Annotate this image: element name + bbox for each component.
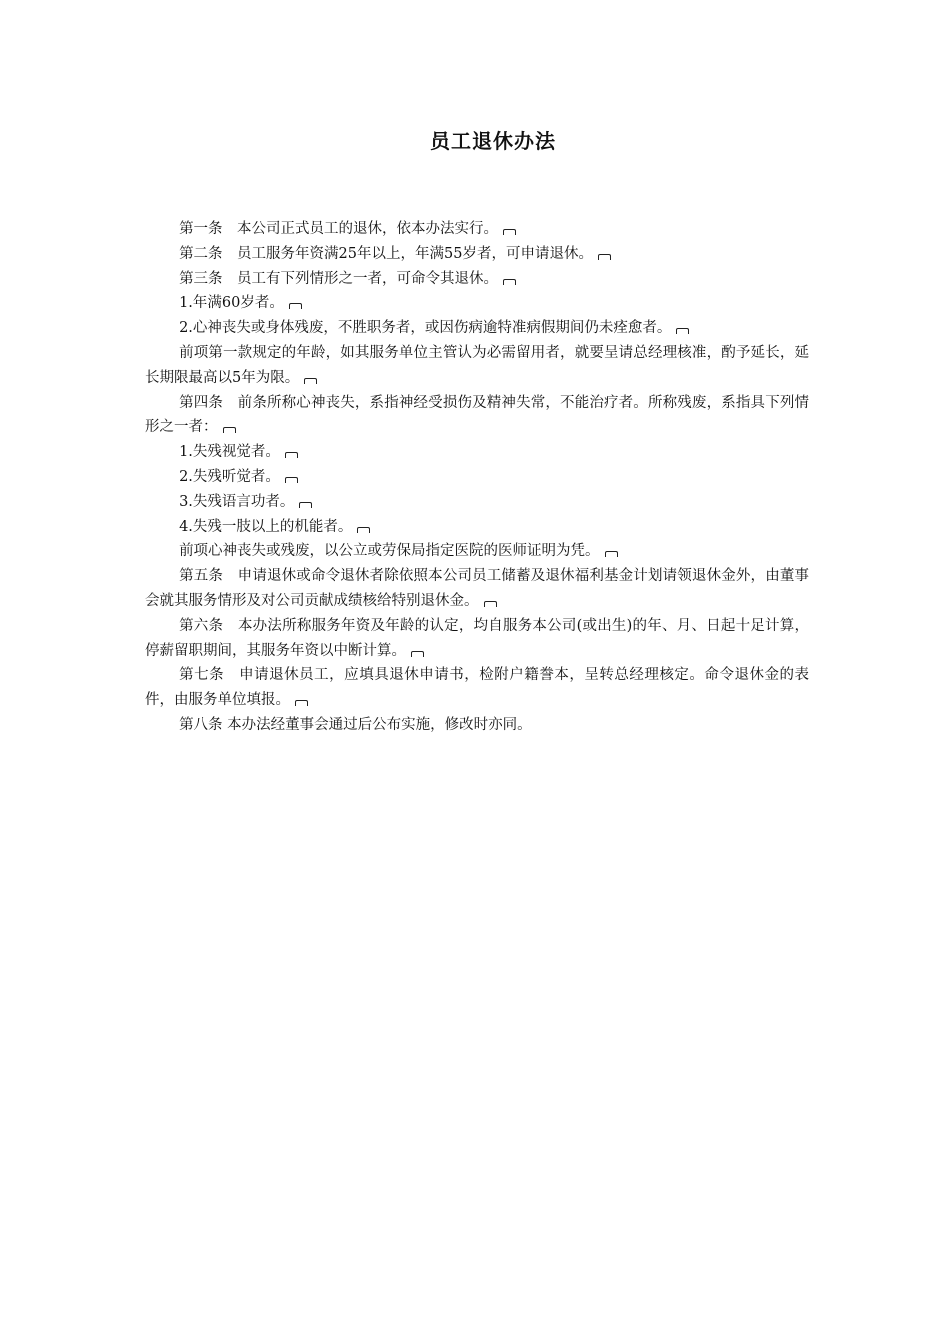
document-paragraph (145, 217, 809, 242)
paragraph-mark-icon (289, 303, 302, 309)
page-title: 员工退休办法 (430, 129, 556, 153)
paragraph-mark-icon (299, 502, 312, 508)
document-paragraph (145, 515, 809, 540)
paragraph-text: 第三条 员工有下列情形之一者，可命令其退休。 (179, 270, 499, 287)
paragraph-mark-icon (223, 427, 236, 433)
paragraph-mark-icon (285, 477, 298, 483)
paragraph-mark-icon (357, 527, 370, 533)
paragraph-mark-icon (295, 700, 308, 706)
document-paragraph (145, 564, 809, 614)
document-paragraph (145, 267, 809, 292)
paragraph-mark-icon (676, 328, 689, 334)
paragraph-text: 第五条 申请退休或命令退休者除依照本公司员工储蓄及退休福利基金计划请领退休金外，由董事会就其服务情形及对公司贡献成绩核给特别退休金。 (145, 568, 809, 609)
document-paragraph (145, 663, 809, 713)
paragraph-text: 第二条 员工服务年资满25年以上，年满55岁者，可申请退休。 (179, 245, 593, 262)
document-paragraph (145, 391, 809, 441)
paragraph-text: 第七条 申请退休员工，应填具退休申请书，检附户籍誊本，呈转总经理核定。命令退休金的表件，由服务单位填报。 (145, 667, 809, 709)
paragraph-mark-icon (304, 378, 317, 384)
document-paragraph (145, 291, 809, 316)
paragraph-mark-icon (598, 254, 611, 260)
paragraph-mark-icon (411, 651, 424, 657)
paragraph-text: 第四条 前条所称心神丧失，系指神经受损伤及精神失常，不能治疗者。所称残废，系指具下列情形之一者： (145, 394, 809, 436)
paragraph-text: 2.心神丧失或身体残废，不胜职务者，或因伤病逾特准病假期间仍未痊愈者。 (179, 320, 672, 337)
document-paragraph (145, 316, 809, 341)
paragraph-text: 2.失残听觉者。 (179, 468, 280, 485)
paragraph-text: 前项第一款规定的年龄，如其服务单位主管认为必需留用者，就要呈请总经理核准，酌予延长，延长期限最高以5年为限。 (145, 344, 809, 386)
paragraph-text: 第八条 本办法经董事会通过后公布实施，修改时亦同。 (179, 716, 532, 733)
paragraph-mark-icon (484, 601, 497, 607)
paragraph-text: 1.失残视觉者。 (179, 444, 280, 461)
document-paragraph (145, 539, 809, 564)
paragraph-mark-icon (503, 229, 516, 235)
document-paragraph (145, 614, 809, 664)
paragraph-text: 第一条 本公司正式员工的退休，依本办法实行。 (179, 221, 499, 237)
paragraph-mark-icon (503, 279, 516, 285)
paragraph-text: 4.失残一肢以上的机能者。 (179, 518, 353, 535)
document-paragraph (145, 440, 809, 465)
paragraph-text: 1.年满60岁者。 (179, 295, 284, 312)
document-paragraph (145, 242, 809, 267)
paragraph-mark-icon (605, 551, 618, 557)
paragraph-text: 第六条 本办法所称服务年资及年龄的认定，均自服务本公司(或出生)的年、月、日起十足计算，停薪留职期间，其服务年资以中断计算。 (145, 617, 809, 659)
paragraph-mark-icon (285, 452, 298, 458)
paragraph-text: 3.失残语言功者。 (179, 493, 295, 510)
document-body (145, 217, 809, 738)
document-paragraph (145, 465, 809, 490)
paragraph-text: 前项心神丧失或残废，以公立或劳保局指定医院的医师证明为凭。 (179, 543, 600, 560)
document-paragraph (145, 341, 809, 391)
document-paragraph (145, 713, 809, 738)
document-paragraph (145, 490, 809, 515)
